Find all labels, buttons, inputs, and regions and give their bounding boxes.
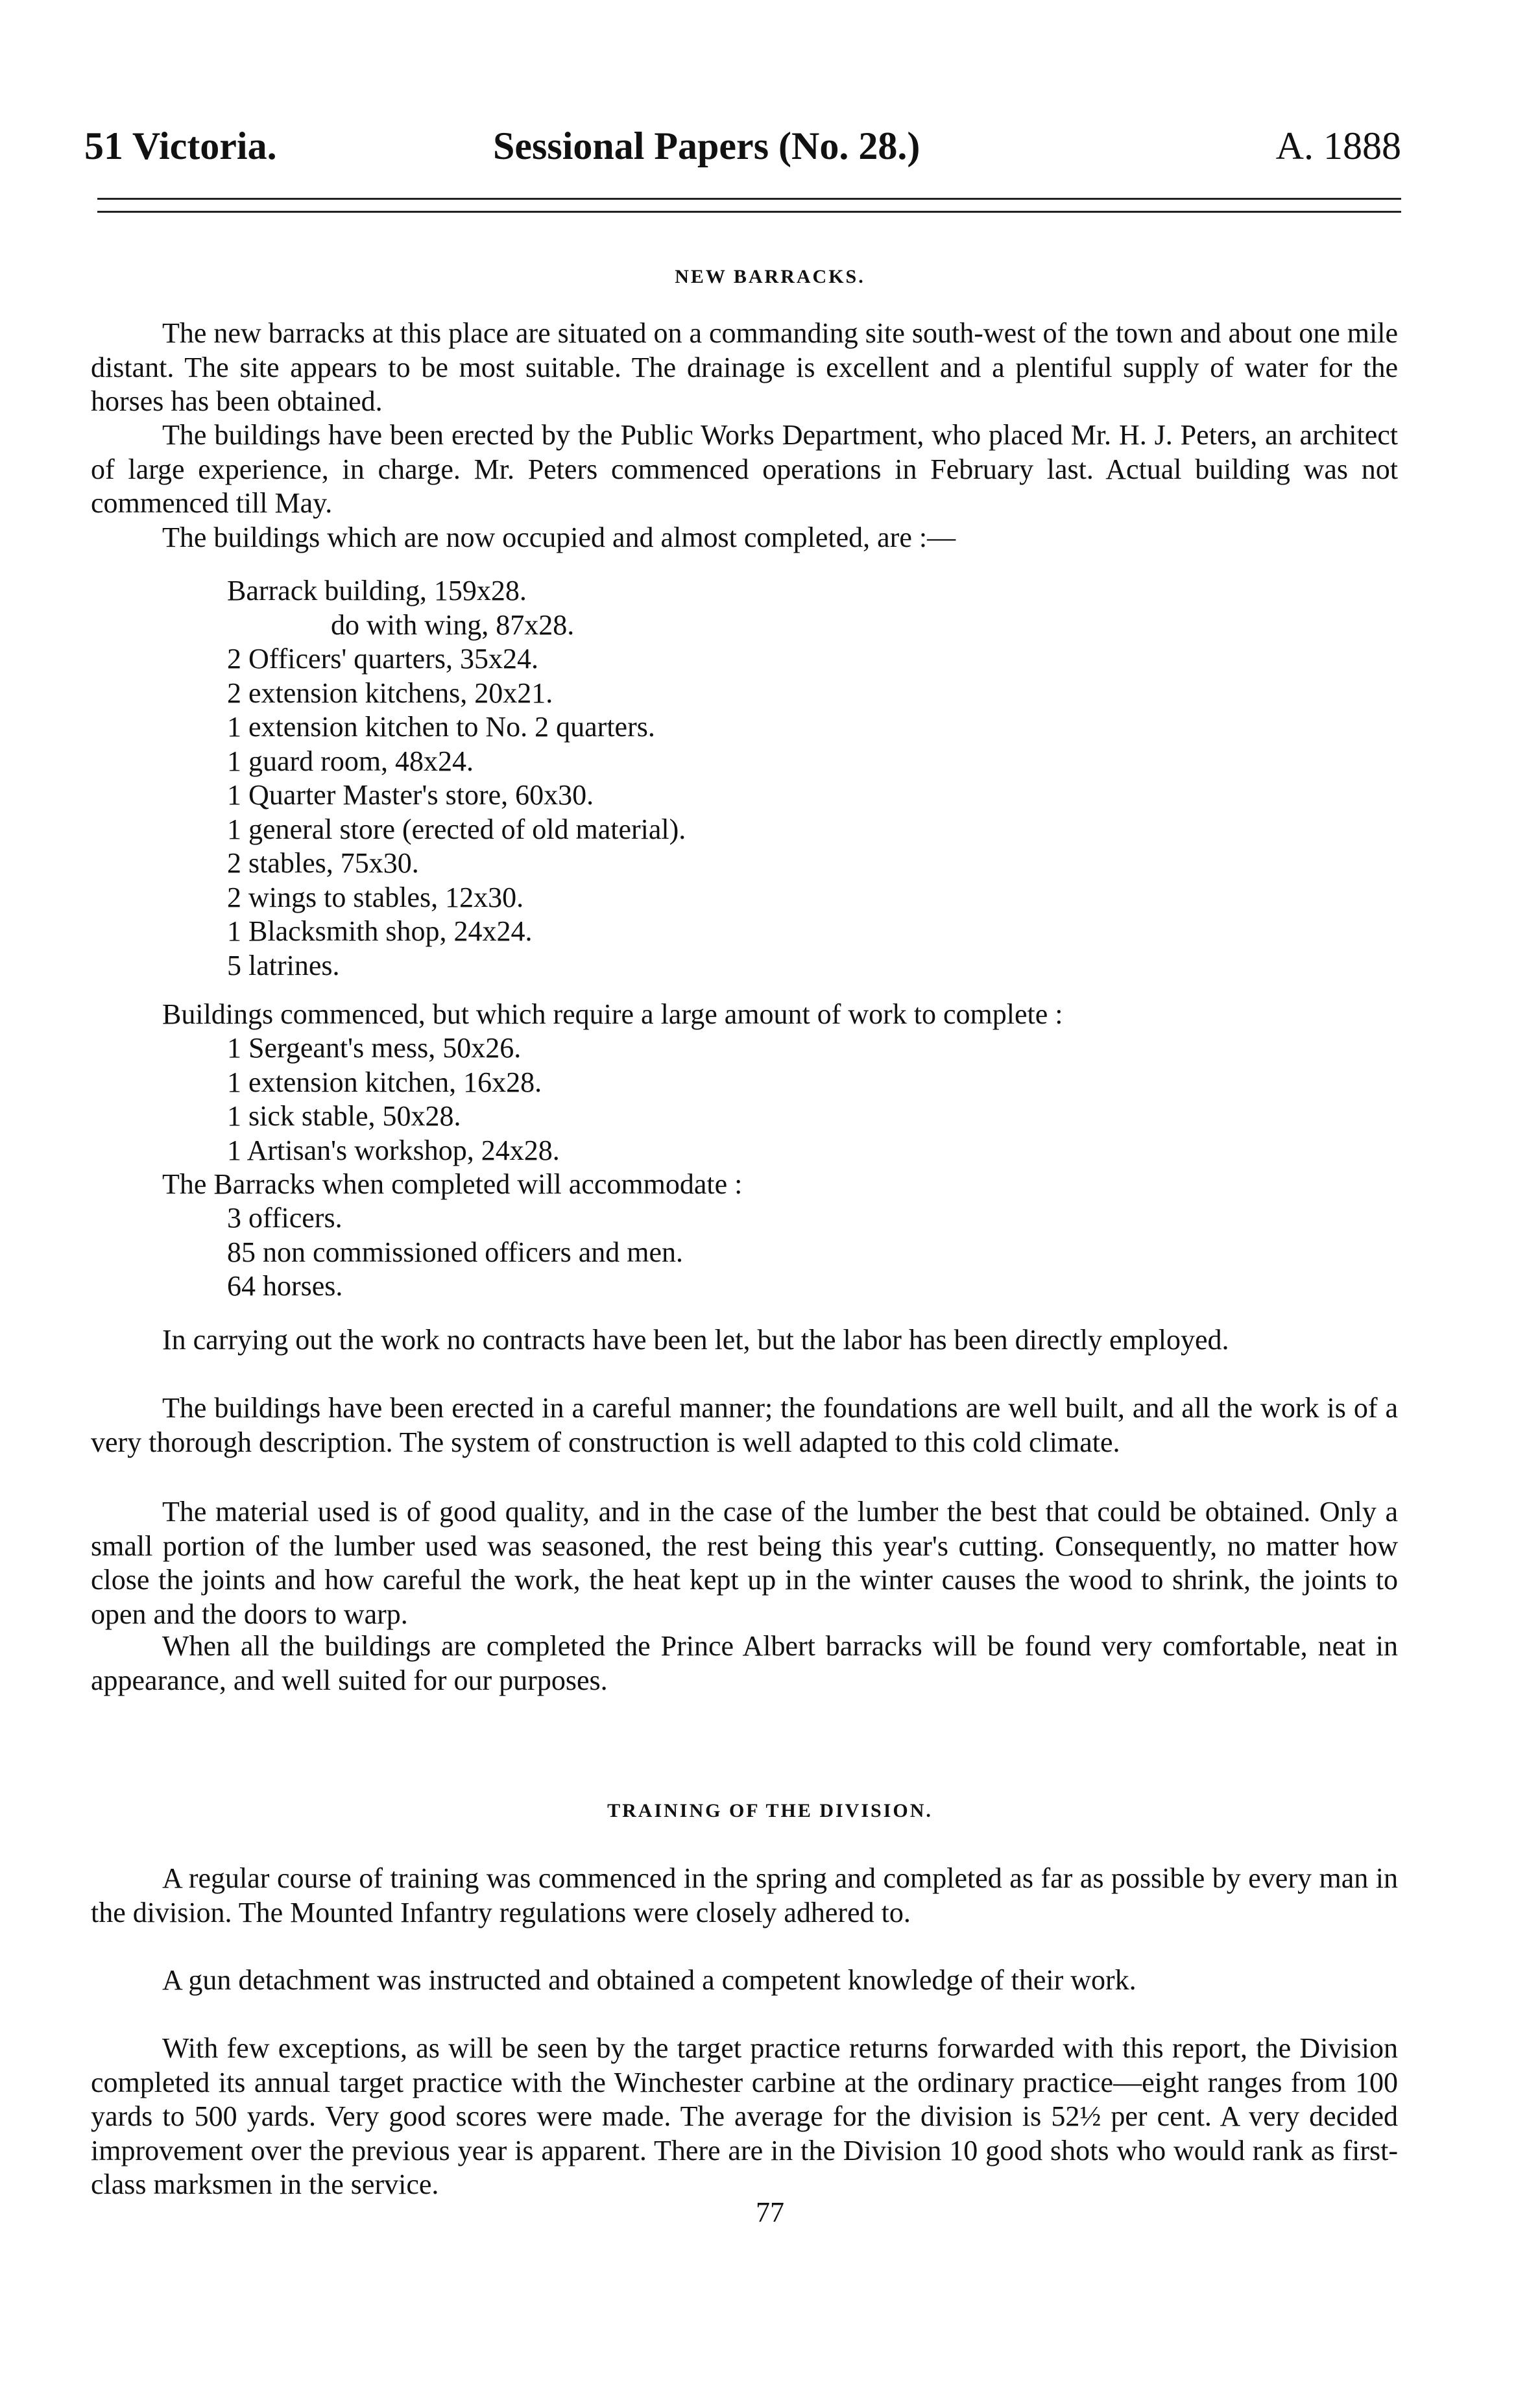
paragraph: The material used is of good quality, and in the case of the lumber the best that could be obtained. Only a small portion of the lumber used was seasoned, the rest being this year's cutting. Consequently, no matter how close the joints and how careful the work, the heat kept up in the winter causes the wood to shrink, the joints to open and the doors to warp. — [91, 1496, 1398, 1630]
list-item: 1 Quarter Master's store, 60x30. — [227, 779, 594, 811]
header-year: A. 1888 — [1275, 125, 1401, 167]
completed-buildings-list — [227, 574, 1330, 983]
list-item: Barrack building, 159x28. — [227, 575, 527, 606]
list-item: 1 guard room, 48x24. — [227, 745, 474, 777]
list-item: 1 extension kitchen to No. 2 quarters. — [227, 711, 655, 743]
header-rule-top — [97, 198, 1401, 200]
list-item: 85 non commissioned officers and men. — [227, 1236, 684, 1268]
paragraph: With few exceptions, as will be seen by the target practice returns forwarded with this report, the Division completed its annual target practice with the Winchester carbine at the ordinary practice—eight ranges from 100 yards to 500 yards. Very good scores were made. The average for the division is 52½ per cent. A very decided improvement over the previous year is apparent. There are in the Division 10 good shots who would rank as first-class marksmen in the service. — [91, 2032, 1398, 2200]
list-item: 1 Artisan's workshop, 24x28. — [227, 1134, 560, 1166]
page-number: 77 — [756, 2196, 784, 2228]
header-title: Sessional Papers (No. 28.) — [493, 125, 920, 167]
list-item: 1 Sergeant's mess, 50x26. — [227, 1032, 522, 1064]
list-item: 5 latrines. — [227, 949, 340, 981]
accommodate-list — [227, 1201, 1330, 1304]
paragraph: The buildings have been erected in a careful manner; the foundations are well built, and all the work is of a very thorough description. The system of construction is well adapted to this cold climate. — [91, 1392, 1398, 1458]
section-title-new-barracks: NEW BARRACKS. — [675, 266, 865, 287]
list-item: do with wing, 87x28. — [331, 608, 575, 641]
list-item: 2 Officers' quarters, 35x24. — [227, 643, 538, 675]
list-item: 2 stables, 75x30. — [227, 847, 419, 879]
list-item: 1 Blacksmith shop, 24x24. — [227, 915, 533, 947]
paragraph: The buildings which are now occupied and almost completed, are :— — [162, 522, 956, 553]
paragraph: The new barracks at this place are situated on a commanding site south-west of the town and about one mile distant. The site appears to be most suitable. The drainage is excellent and a plentiful supply of water for the horses has been obtained. — [91, 317, 1398, 417]
header-volume: 51 Victoria. — [84, 125, 277, 167]
section-title-training: TRAINING OF THE DIVISION. — [607, 1800, 933, 1821]
paragraph: When all the buildings are completed the Prince Albert barracks will be found very comfortable, neat in appearance, and well suited for our purposes. — [91, 1630, 1398, 1696]
list-item: 3 officers. — [227, 1202, 343, 1234]
list-item: 1 extension kitchen, 16x28. — [227, 1066, 542, 1098]
commenced-heading: Buildings commenced, but which require a large amount of work to complete : — [162, 998, 1063, 1030]
commenced-buildings-list — [227, 1031, 1330, 1168]
header-rule-bottom — [97, 211, 1401, 213]
list-item: 2 wings to stables, 12x30. — [227, 881, 524, 913]
paragraph: The buildings have been erected by the Public Works Department, who placed Mr. H. J. Peters, an architect of large experience, in charge. Mr. Peters commenced operations in February last. Actual building was not commenced till May. — [91, 419, 1398, 519]
paragraph: In carrying out the work no contracts have been let, but the labor has been directly employed. — [162, 1324, 1229, 1356]
paragraph: A gun detachment was instructed and obtained a competent knowledge of their work. — [162, 1964, 1137, 1996]
list-item: 1 general store (erected of old material). — [227, 813, 686, 845]
list-item: 2 extension kitchens, 20x21. — [227, 677, 553, 709]
accommodate-heading: The Barracks when completed will accommodate : — [162, 1168, 743, 1200]
list-item: 1 sick stable, 50x28. — [227, 1100, 461, 1132]
page-header — [84, 120, 1401, 172]
paragraph: A regular course of training was commenced in the spring and completed as far as possible by every man in the division. The Mounted Infantry regulations were closely adhered to. — [91, 1862, 1398, 1928]
list-item: 64 horses. — [227, 1270, 343, 1302]
